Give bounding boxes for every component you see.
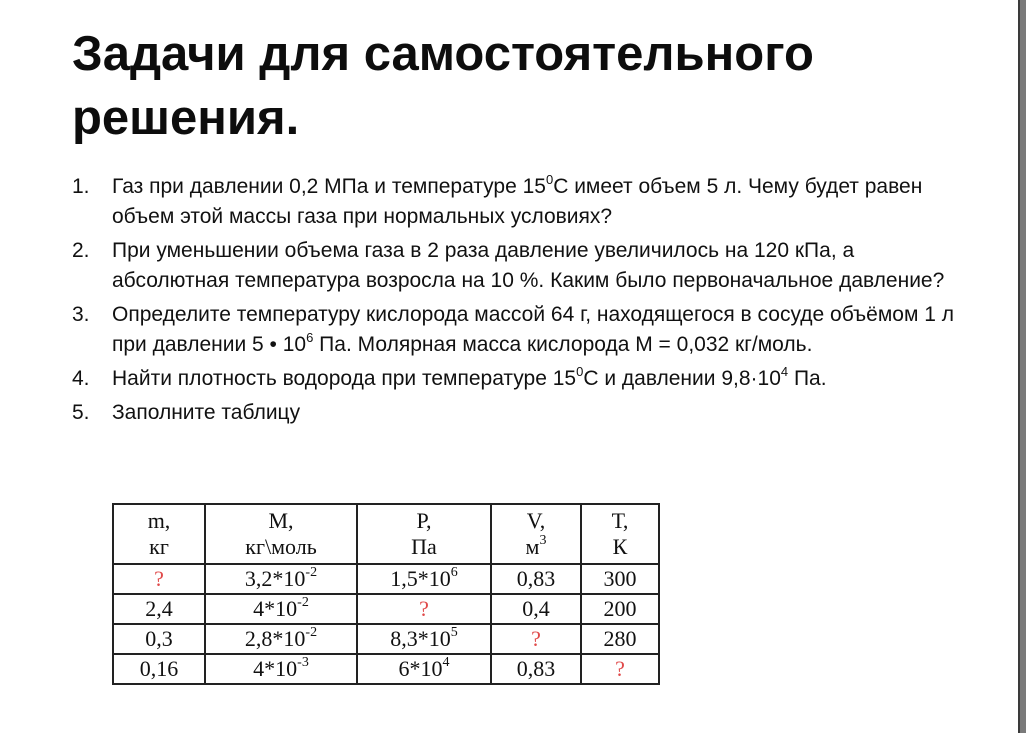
task-item-3 [72, 300, 972, 360]
cell-value: 200 [603, 596, 637, 621]
task-item-5 [72, 398, 972, 428]
task-text: Найти плотность водорода при температуре 15 [112, 367, 577, 390]
header-unit [492, 534, 580, 560]
header-label: Т, [611, 508, 629, 533]
cell-exponent: 6 [450, 564, 458, 580]
task-item-1 [72, 172, 972, 232]
cell-value: 4*10 [253, 656, 298, 681]
unknown-value-mark: ? [615, 656, 625, 681]
cell-exponent: 5 [450, 624, 458, 640]
cell-value: 0,16 [139, 656, 179, 681]
window-edge [1018, 0, 1026, 733]
cell-value: 4*10 [253, 596, 298, 621]
cell-value: 0,3 [145, 626, 173, 651]
cell-value: 300 [603, 566, 637, 591]
table-cell [205, 654, 357, 684]
table-cell [205, 594, 357, 624]
cell-exponent: 4 [442, 654, 450, 670]
header-label: V, [526, 508, 546, 533]
unknown-value-mark: ? [419, 596, 429, 621]
task-text: Па. [788, 367, 827, 390]
cell-value: 2,4 [145, 596, 173, 621]
cell-exponent: -2 [297, 594, 309, 610]
table-cell [205, 564, 357, 594]
table-cell [357, 624, 491, 654]
task-text: При уменьшении объема газа в 2 раза давление увеличилось на 120 кПа, а абсолютная температура возросла на 10 %. Каким было первоначальное давление? [112, 239, 945, 292]
header-unit: кг [149, 534, 169, 559]
table-cell [205, 624, 357, 654]
task-item-4 [72, 364, 972, 394]
task-list [72, 172, 972, 432]
task-number: 3. [72, 303, 90, 326]
table-cell [113, 654, 205, 684]
header-unit: Па [411, 534, 437, 559]
header-molar-mass [205, 504, 357, 564]
cell-value: 8,3*10 [390, 626, 451, 651]
table-cell [491, 594, 581, 624]
table-cell [357, 654, 491, 684]
cell-value: 280 [603, 626, 637, 651]
table-cell [113, 594, 205, 624]
header-temperature [581, 504, 659, 564]
table-cell [357, 564, 491, 594]
table-row [113, 654, 659, 684]
unknown-value-mark: ? [531, 626, 541, 651]
header-volume [491, 504, 581, 564]
table-header-row [113, 504, 659, 564]
task-item-2 [72, 236, 972, 296]
header-pressure [357, 504, 491, 564]
header-unit-exponent: 3 [539, 532, 547, 548]
task-text: Заполните таблицу [112, 401, 301, 424]
cell-exponent: -3 [297, 654, 309, 670]
table-cell [491, 624, 581, 654]
task-superscript: 0 [545, 172, 554, 187]
header-unit: К [612, 534, 628, 559]
task-text: Определите температуру кислорода массой 64 г, находящегося в сосуде объёмом 1 л при давлении 5 • 10 [112, 303, 954, 356]
cell-value: 3,2*10 [244, 566, 306, 591]
cell-value: 0,4 [522, 596, 550, 621]
task-text: С и давлении 9,8·10 [583, 367, 781, 390]
table-row [113, 594, 659, 624]
table-row [113, 624, 659, 654]
task-number: 2. [72, 239, 90, 262]
header-label: М, [268, 508, 294, 533]
table-row [113, 564, 659, 594]
header-label: Р, [416, 508, 432, 533]
table-cell [581, 624, 659, 654]
header-unit-base: м [525, 534, 540, 559]
task-superscript: 0 [576, 364, 584, 379]
task-text: Па. Молярная масса кислорода М = 0,032 кг/моль. [313, 333, 813, 356]
table-cell [357, 594, 491, 624]
table-cell [581, 594, 659, 624]
table-cell [581, 564, 659, 594]
cell-value: 6*10 [398, 656, 443, 681]
unknown-value-mark: ? [154, 566, 164, 591]
table-body [113, 564, 659, 684]
task-number: 5. [72, 401, 90, 424]
task-number: 4. [72, 367, 90, 390]
header-unit: кг\моль [245, 534, 317, 559]
cell-value: 0,83 [516, 566, 556, 591]
cell-exponent: -2 [305, 624, 318, 640]
task-number: 1. [72, 175, 90, 198]
cell-exponent: -2 [305, 564, 318, 580]
gas-parameters-table [112, 503, 660, 685]
table-cell [581, 654, 659, 684]
header-mass [113, 504, 205, 564]
task-text: С имеет объем 5 л. Чему будет равен объем этой массы газа при нормальных условиях? [112, 175, 923, 228]
table-cell [491, 564, 581, 594]
cell-value: 0,83 [516, 656, 556, 681]
header-label: m, [147, 508, 171, 533]
task-text: Газ при давлении 0,2 МПа и температуре 15 [112, 175, 546, 198]
table-cell [113, 564, 205, 594]
task-superscript: 4 [780, 364, 789, 379]
table-cell [113, 624, 205, 654]
cell-value: 2,8*10 [244, 626, 306, 651]
table-cell [491, 654, 581, 684]
cell-value: 1,5*10 [390, 566, 451, 591]
task-superscript: 6 [306, 330, 314, 345]
slide-title: Задачи для самостоятельного решения. [72, 27, 814, 145]
